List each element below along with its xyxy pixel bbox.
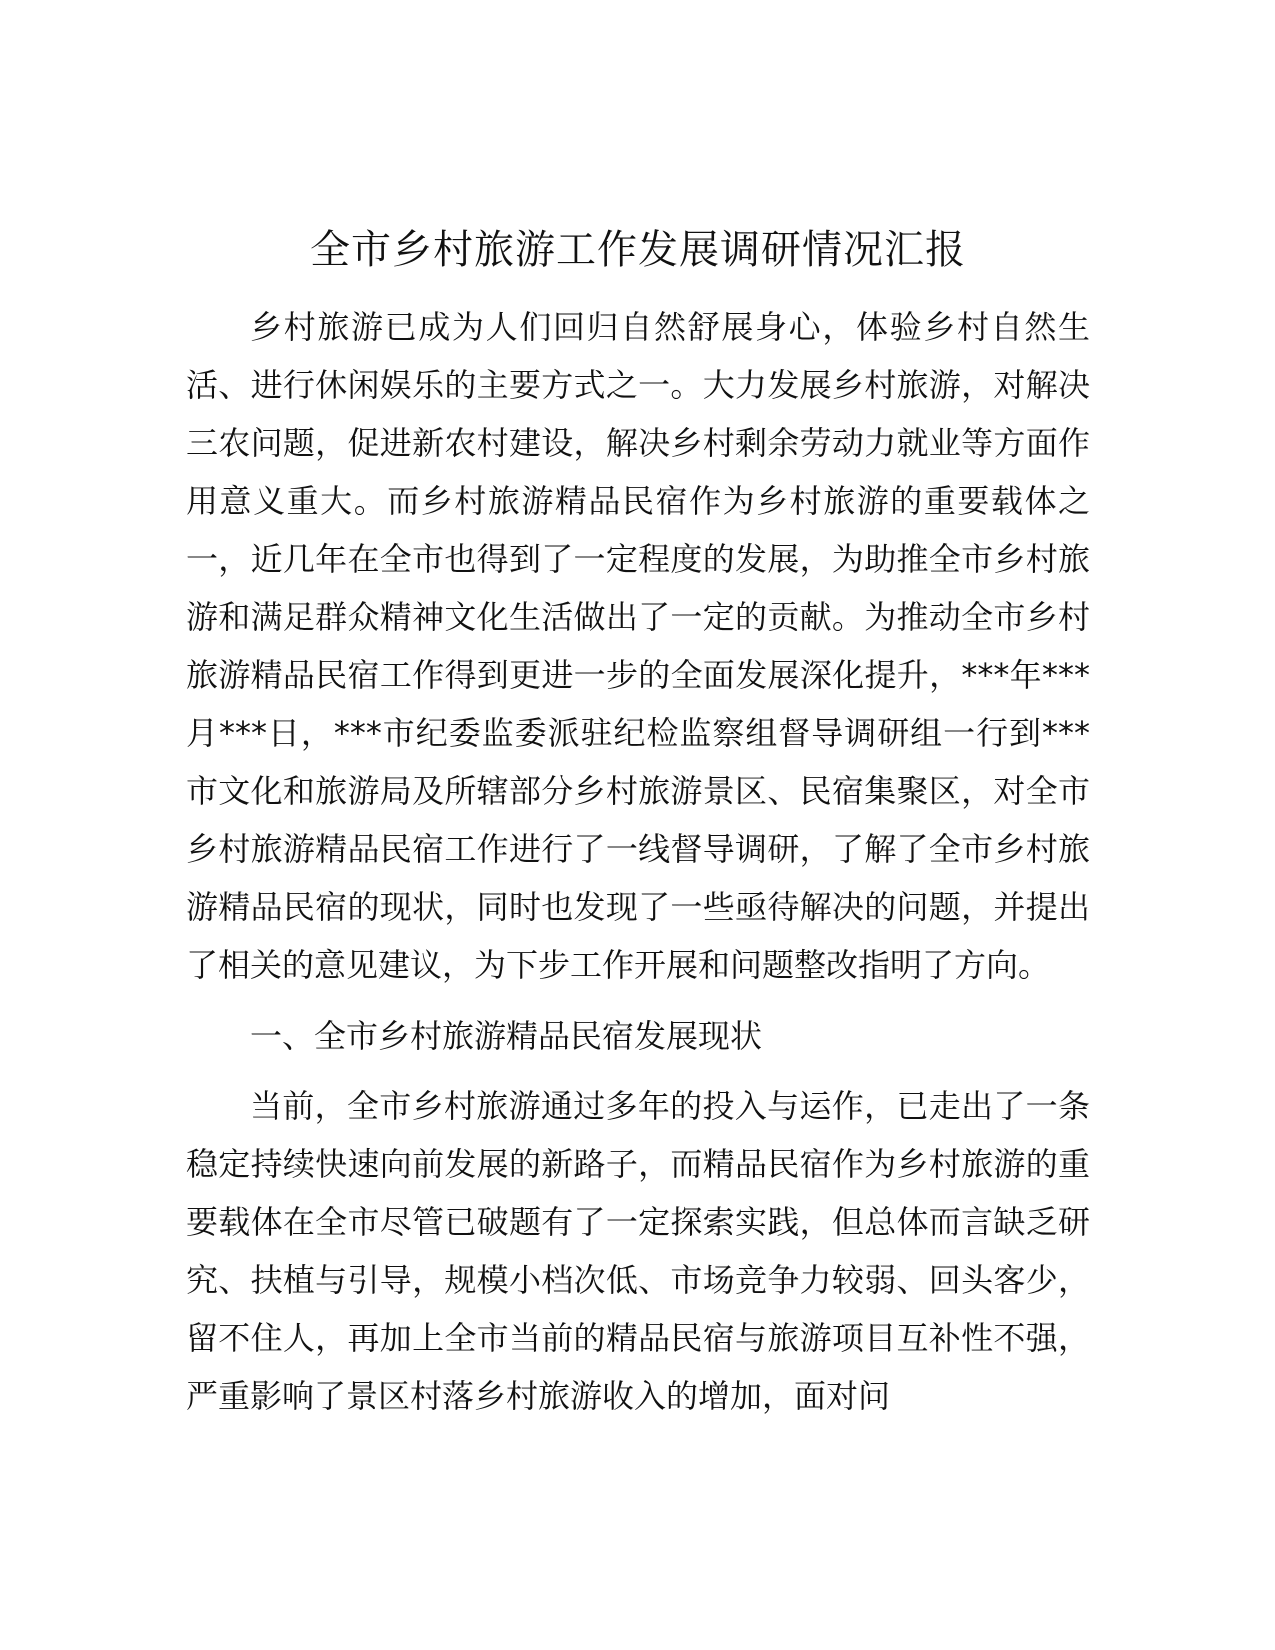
section-heading: 一、全市乡村旅游精品民宿发展现状 xyxy=(250,1017,763,1055)
section-paragraph: 当前，全市乡村旅游通过多年的投入与运作，已走出了一条稳定持续快速向前发展的新路子，而精品民宿作为乡村旅游的重要载体在全市尽管已破题有了一定探索实践，但总体而言缺乏研究、扶植与引导，规模小档次低、市场竞争力较弱、回头客少，留不住人，再加上全市当前的精品民宿与旅游项目互补性不强，严重影响了景区村落乡村旅游收入的增加，面对问 xyxy=(186,1087,1090,1415)
document-body xyxy=(186,298,1090,1425)
intro-paragraph: 乡村旅游已成为人们回归自然舒展身心，体验乡村自然生活、进行休闲娱乐的主要方式之一。大力发展乡村旅游，对解决三农问题，促进新农村建设，解决乡村剩余劳动力就业等方面作用意义重大。而乡村旅游精品民宿作为乡村旅游的重要载体之一，近几年在全市也得到了一定程度的发展，为助推全市乡村旅游和满足群众精神文化生活做出了一定的贡献。为推动全市乡村旅游精品民宿工作得到更进一步的全面发展深化提升，***年***月***日，***市纪委监委派驻纪检监察组督导调研组一行到***市文化和旅游局及所辖部分乡村旅游景区、民宿集聚区，对全市乡村旅游精品民宿工作进行了一线督导调研，了解了全市乡村旅游精品民宿的现状，同时也发现了一些亟待解决的问题，并提出了相关的意见建议，为下步工作开展和问题整改指明了方向。 xyxy=(186,308,1090,984)
document-title: 全市乡村旅游工作发展调研情况汇报 xyxy=(310,227,966,273)
